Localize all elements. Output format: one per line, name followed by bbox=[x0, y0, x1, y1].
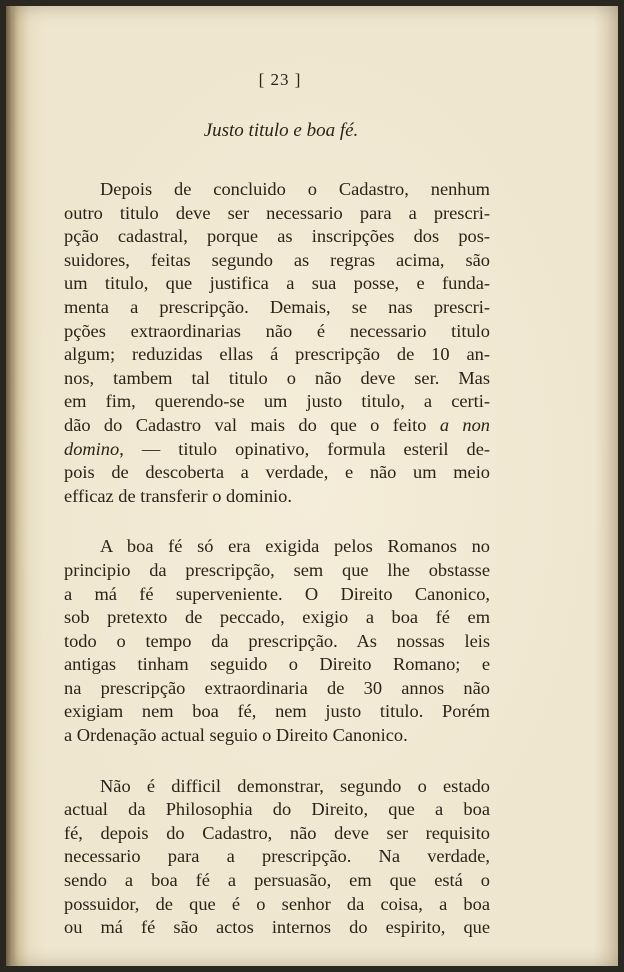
paragraph-line: sob pretexto de peccado, exigio a boa fé em bbox=[64, 607, 490, 628]
page-text bbox=[64, 70, 490, 967]
paragraph-line: pção cadastral, porque as inscripções dos pos- bbox=[64, 226, 490, 247]
paragraph-1 bbox=[64, 178, 490, 508]
paragraph-3 bbox=[64, 775, 490, 940]
paragraph-line: na prescripção extraordinaria de 30 annos não bbox=[64, 677, 490, 698]
latin-phrase: a non bbox=[439, 414, 490, 435]
paragraph-line: domino, — titulo opinativo, formula esteril de- bbox=[64, 438, 490, 459]
paragraph-line: possuidor, de que é o senhor da coisa, a boa bbox=[64, 893, 490, 914]
latin-phrase: domino bbox=[64, 438, 120, 459]
paragraph-line: ou má fé são actos internos do espirito, que bbox=[64, 917, 490, 938]
paragraph-line: efficaz de transferir o dominio. bbox=[64, 485, 292, 506]
paragraph-line: a Ordenação actual seguio o Direito Canonico. bbox=[64, 725, 408, 746]
paragraph-line: pções extraordinarias não é necessario titulo bbox=[64, 320, 490, 341]
section-heading: Justo titulo e boa fé. bbox=[203, 120, 359, 141]
page-gutter bbox=[6, 6, 16, 966]
paragraph-line: dão do Cadastro val mais do que o feito a non bbox=[64, 414, 490, 435]
paragraph-line: A boa fé só era exigida pelos Romanos no bbox=[100, 536, 490, 557]
paragraph-line: outro titulo deve ser necessario para a prescri- bbox=[64, 202, 490, 223]
paragraph-line: Não é difficil demonstrar, segundo o estado bbox=[100, 775, 490, 796]
paragraph-2 bbox=[64, 535, 490, 747]
paragraph-line: em fim, querendo-se um justo titulo, a certi- bbox=[64, 391, 490, 412]
paragraph-line: menta a prescripção. Demais, se nas prescri- bbox=[64, 296, 490, 317]
paragraph-line: algum; reduzidas ellas á prescripção de 10 an- bbox=[64, 344, 490, 365]
paragraph-line: principio da prescripção, sem que lhe obstasse bbox=[64, 559, 490, 580]
paragraph-line: necessario para a prescripção. Na verdade, bbox=[64, 846, 490, 867]
paragraph-line: nos, tambem tal titulo o não deve ser. Mas bbox=[64, 367, 490, 388]
paragraph-line: antigas tinham seguido o Direito Romano; e bbox=[64, 654, 490, 675]
paragraph-line: exigiam nem boa fé, nem justo titulo. Porém bbox=[64, 701, 490, 722]
paragraph-line: um titulo, que justifica a sua posse, e funda- bbox=[64, 273, 490, 294]
paragraph-line: a má fé superveniente. O Direito Canonico, bbox=[64, 583, 490, 604]
paragraph-line: fé, depois do Cadastro, não deve ser requisito bbox=[64, 822, 490, 843]
paragraph-line: suidores, feitas segundo as regras acima, são bbox=[64, 249, 490, 270]
paragraph-line: actual da Philosophia do Direito, que a boa bbox=[64, 799, 490, 820]
paragraph-line: todo o tempo da prescripção. As nossas leis bbox=[64, 630, 490, 651]
paragraph-line: pois de descoberta a verdade, e não um meio bbox=[64, 462, 490, 483]
paragraph-line: sendo a boa fé a persuasão, em que está o bbox=[64, 870, 490, 891]
page-number: [ 23 ] bbox=[258, 70, 302, 89]
paragraph-line: Depois de concluido o Cadastro, nenhum bbox=[100, 179, 490, 199]
